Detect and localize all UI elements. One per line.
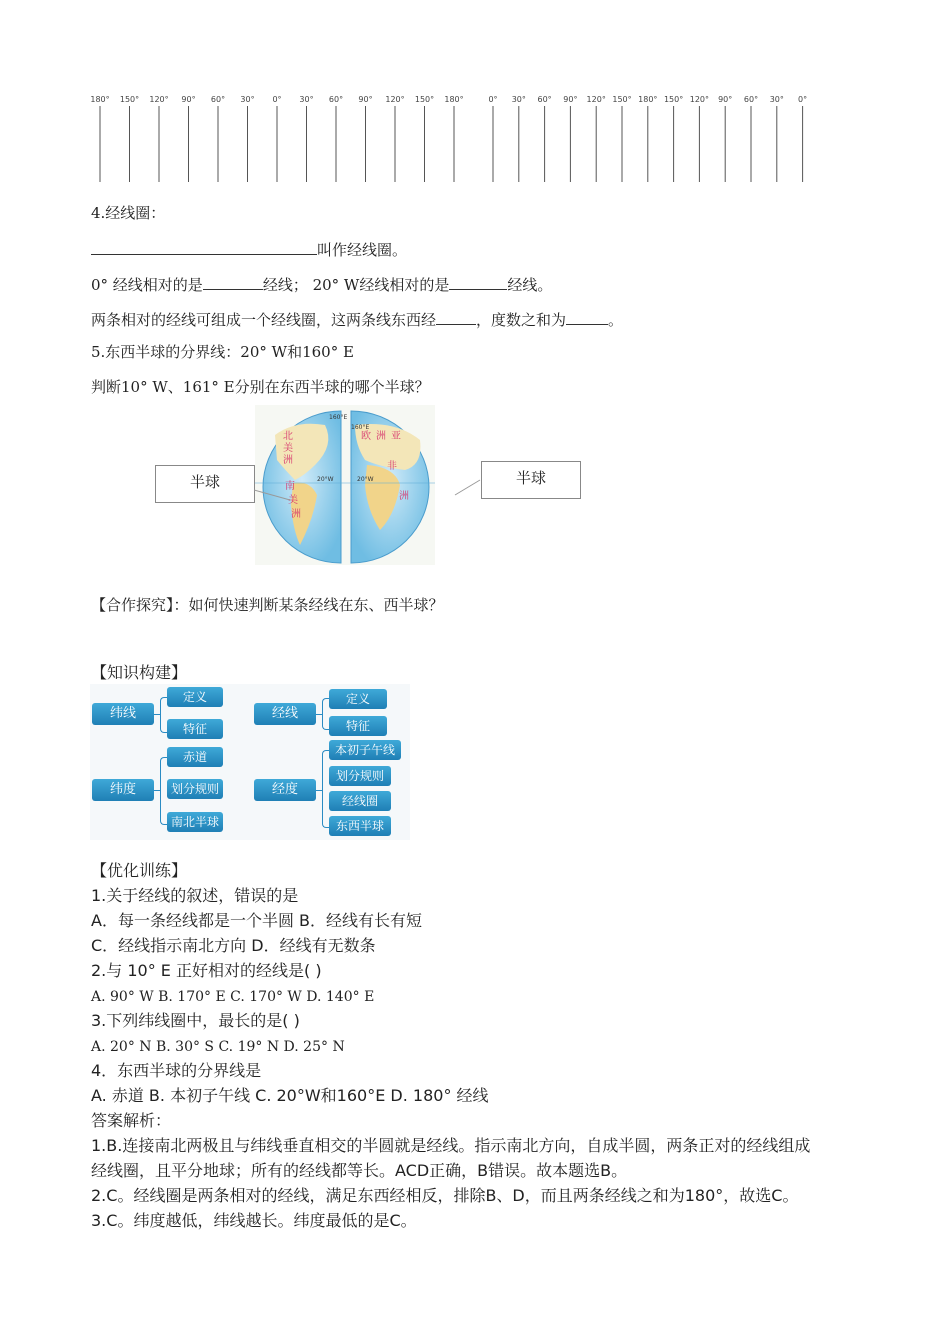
meridian-strip-diagram xyxy=(90,92,810,184)
label-20w-right: 20°W xyxy=(357,476,374,483)
continent-char: 欧 xyxy=(361,431,371,442)
continent-char: 洲 xyxy=(291,509,301,520)
training-title: 【优化训练】 xyxy=(91,861,188,880)
label-160e-a: 160°E xyxy=(329,414,348,421)
node-jingxian: 经线 xyxy=(254,703,316,725)
answer-1-line1: 1.B.连接南北两极且与纬线垂直相交的半圆就是经线。指示南北方向，自成半圆，两条正对的经线组成 xyxy=(91,1136,811,1155)
group1-meridian-label: 120° xyxy=(149,95,169,104)
group2-meridian-label: 60° xyxy=(537,95,552,104)
continent-char: 南 xyxy=(285,481,295,492)
answer-3: 3.C。纬度越低，纬线越长。纬度最低的是C。 xyxy=(91,1211,417,1230)
node-jingxian-feature: 特征 xyxy=(329,716,387,736)
group2-meridian-label: 120° xyxy=(586,95,606,104)
label-20w-left: 20°W xyxy=(317,476,334,483)
group2-meridian-label: 30° xyxy=(511,95,526,104)
group2-meridian-label: 150° xyxy=(612,95,632,104)
group1-meridian-label: 150° xyxy=(119,95,140,104)
left-arrow xyxy=(254,490,290,500)
section4-title: 4.经线圈： xyxy=(91,204,166,222)
continent-char: 亚 xyxy=(391,431,401,442)
node-weixian-feature: 特征 xyxy=(167,719,223,739)
continent-char: 美 xyxy=(288,495,298,506)
western-hemisphere-answer-box[interactable]: 半球 xyxy=(155,465,255,503)
node-weixian: 纬线 xyxy=(92,703,154,725)
question-4: 4．东西半球的分界线是 xyxy=(91,1061,262,1080)
blank-east-west[interactable] xyxy=(436,308,476,325)
meridian-lines xyxy=(100,106,803,182)
group1-meridian-label: 60° xyxy=(328,95,344,104)
group1-meridian-label: 0° xyxy=(272,95,282,104)
node-equator: 赤道 xyxy=(167,747,223,767)
question-1-options-ab: A．每一条经线都是一个半圆 B．经线有长有短 xyxy=(91,911,423,930)
node-east-west-hemisphere: 东西半球 xyxy=(329,816,391,836)
group1-meridian-label: 180° xyxy=(90,95,110,104)
node-meridian-circle: 经线圈 xyxy=(329,791,391,811)
right-arrow xyxy=(455,480,480,495)
question-1: 1.关于经线的叙述，错误的是 xyxy=(91,886,299,905)
question-3: 3.下列纬线圈中，最长的是( ) xyxy=(91,1011,300,1030)
meridian-labels xyxy=(90,95,807,104)
eastern-hemisphere-answer-box[interactable]: 半球 xyxy=(481,461,581,499)
group1-meridian-label: 180° xyxy=(444,95,464,104)
node-jingdu: 经度 xyxy=(254,779,316,801)
continent-char: 北 xyxy=(283,431,293,442)
group1-meridian-label: 60° xyxy=(210,95,226,104)
group1-meridian-label: 30° xyxy=(240,95,255,104)
blank-20w-opposite[interactable] xyxy=(449,273,507,290)
node-jingxian-definition: 定义 xyxy=(329,689,387,709)
definition-suffix: 叫作经线圈。 xyxy=(317,241,408,259)
section5-title: 5.东西半球的分界线：20° W和160° E xyxy=(91,343,354,361)
node-weidu: 纬度 xyxy=(92,779,154,801)
continent-char: 洲 xyxy=(399,491,409,502)
group2-meridian-label: 90° xyxy=(718,95,733,104)
blank-degree-sum[interactable] xyxy=(566,308,608,325)
continent-char: 非 xyxy=(387,461,397,472)
answer-2: 2.C。经线圈是两条相对的经线，满足东西经相反，排除B、D，而且两条经线之和为180°，故选C。 xyxy=(91,1186,799,1205)
question-2-options: A. 90° W B. 170° E C. 170° W D. 140° E xyxy=(91,989,375,1005)
group1-meridian-label: 90° xyxy=(358,95,373,104)
question-2: 2.与 10° E 正好相对的经线是( ) xyxy=(91,961,322,980)
knowledge-title: 【知识构建】 xyxy=(91,663,188,682)
group2-meridian-label: 0° xyxy=(798,95,808,104)
continent-char: 洲 xyxy=(283,455,293,466)
continent-char: 洲 xyxy=(376,431,386,442)
section4-line3: 两条相对的经线可组成一个经线圈，这两条线东西经 ，度数之和为 。 xyxy=(91,308,623,330)
node-jingdu-rule: 划分规则 xyxy=(329,766,391,786)
group2-meridian-label: 0° xyxy=(488,95,498,104)
blank-0-opposite[interactable] xyxy=(203,273,263,290)
group1-meridian-label: 150° xyxy=(414,95,435,104)
group2-meridian-label: 150° xyxy=(663,95,684,104)
definition-blank[interactable] xyxy=(91,238,317,255)
answers-title: 答案解析： xyxy=(91,1111,172,1130)
section4-definition xyxy=(91,238,407,260)
question-1-options-cd: C．经线指示南北方向 D．经线有无数条 xyxy=(91,936,376,955)
pointer-arrows xyxy=(250,470,490,510)
group1-meridian-label: 30° xyxy=(299,95,314,104)
node-north-south-hemisphere: 南北半球 xyxy=(167,812,223,832)
continent-char: 美 xyxy=(283,443,293,454)
node-weixian-definition: 定义 xyxy=(167,687,223,707)
node-prime-meridian: 本初子午线 xyxy=(329,740,401,760)
group1-meridian-label: 120° xyxy=(385,95,405,104)
section5-question: 判断10° W、161° E分别在东西半球的哪个半球？ xyxy=(91,378,430,396)
group2-meridian-label: 30° xyxy=(769,95,784,104)
group2-meridian-label: 180° xyxy=(638,95,658,104)
cooperation-question: 【合作探究】：如何快速判断某条经线在东、西半球？ xyxy=(91,596,444,614)
node-weidu-rule: 划分规则 xyxy=(167,779,223,799)
question-3-options: A. 20° N B. 30° S C. 19° N D. 25° N xyxy=(91,1039,345,1055)
knowledge-map xyxy=(90,684,410,840)
answer-1-line2: 经线圈，且平分地球；所有的经线都等长。ACD正确，B错误。故本题选B。 xyxy=(91,1161,628,1180)
group1-meridian-label: 90° xyxy=(181,95,196,104)
label-160e-b: 160°E xyxy=(351,424,370,431)
group2-meridian-label: 90° xyxy=(563,95,578,104)
section4-line2: 0° 经线相对的是 经线； 20° W经线相对的是 经线。 xyxy=(91,273,552,295)
group2-meridian-label: 60° xyxy=(743,95,759,104)
question-4-options: A. 赤道 B. 本初子午线 C. 20°W和160°E D. 180° 经线 xyxy=(91,1086,489,1105)
group2-meridian-label: 120° xyxy=(689,95,710,104)
